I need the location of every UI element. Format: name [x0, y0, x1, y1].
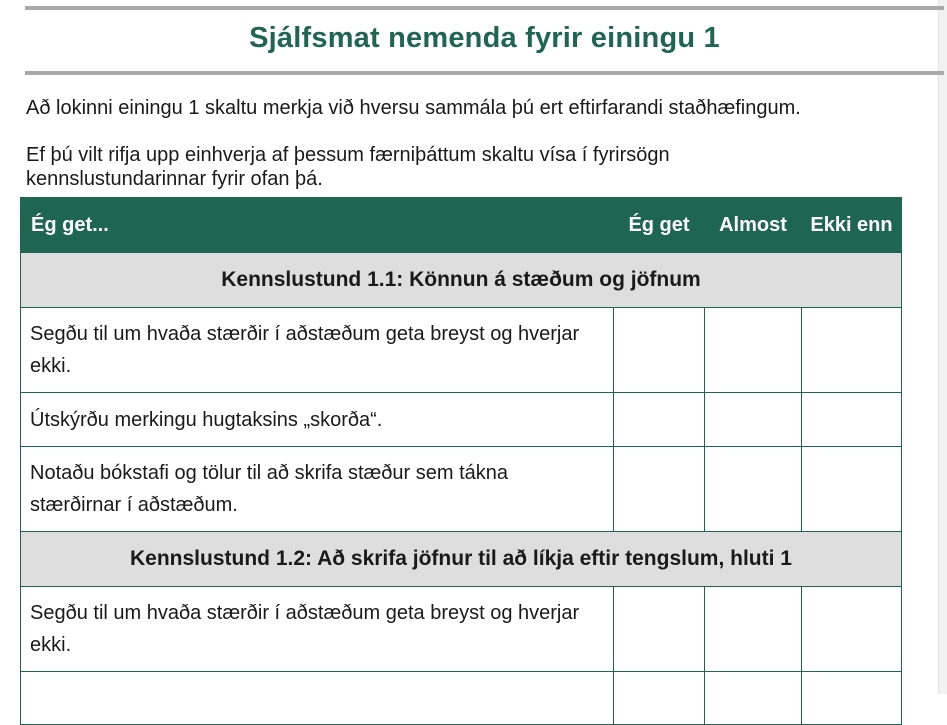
- skill-cell: Segðu til um hvaða stærðir í aðstæðum geta breyst og hverjar ekki.: [21, 308, 614, 393]
- page-title: Sjálfsmat nemenda fyrir einingu 1: [249, 22, 720, 54]
- section-title: Kennslustund 1.2: Að skrifa jöfnur til að líkja eftir tengslum, hluti 1: [21, 532, 902, 587]
- check-cell-not-yet[interactable]: [802, 447, 902, 532]
- intro-text: Að lokinni einingu 1 skaltu merkja við hversu sammála þú ert eftirfarandi staðhæfingum.: [26, 97, 801, 119]
- check-cell-almost[interactable]: [705, 672, 802, 725]
- page-edge: [938, 0, 947, 694]
- skill-cell: Segðu til um hvaða stærðir í aðstæðum geta breyst og hverjar ekki.: [21, 587, 614, 672]
- check-cell-i-can[interactable]: [614, 447, 705, 532]
- self-assessment-table: [20, 197, 902, 725]
- table-row: [21, 587, 902, 672]
- header-i-can: Ég get: [614, 198, 705, 253]
- table-row: [21, 308, 902, 393]
- title-rule-top: [25, 6, 944, 10]
- check-cell-almost[interactable]: [705, 447, 802, 532]
- skill-cell: Útskýrðu merkingu hugtaksins „skorða“.: [21, 393, 614, 447]
- table-row: [21, 393, 902, 447]
- intro-text-2: Ef þú vilt rifja upp einhverja af þessum færniþáttum skaltu vísa í fyrirsögn kennslustundarinnar fyrir ofan þá.: [26, 144, 670, 190]
- check-cell-i-can[interactable]: [614, 672, 705, 725]
- check-cell-i-can[interactable]: [614, 308, 705, 393]
- skill-cell: [21, 672, 614, 725]
- check-cell-i-can[interactable]: [614, 393, 705, 447]
- check-cell-almost[interactable]: [705, 308, 802, 393]
- header-not-yet: Ekki enn: [802, 198, 902, 253]
- check-cell-not-yet[interactable]: [802, 308, 902, 393]
- check-cell-almost[interactable]: [705, 393, 802, 447]
- check-cell-not-yet[interactable]: [802, 587, 902, 672]
- table-header-row: [21, 198, 902, 253]
- table-row: [21, 447, 902, 532]
- header-skill: Ég get...: [21, 198, 614, 253]
- section-title: Kennslustund 1.1: Könnun á stæðum og jöfnum: [21, 253, 902, 308]
- table-row: [21, 672, 902, 725]
- section-row: [21, 253, 902, 308]
- title-rule-bottom: [25, 71, 944, 75]
- check-cell-i-can[interactable]: [614, 587, 705, 672]
- header-almost: Almost: [705, 198, 802, 253]
- skill-cell: Notaðu bókstafi og tölur til að skrifa stæður sem tákna stærðirnar í aðstæðum.: [21, 447, 614, 532]
- check-cell-not-yet[interactable]: [802, 393, 902, 447]
- section-row: [21, 532, 902, 587]
- check-cell-almost[interactable]: [705, 587, 802, 672]
- check-cell-not-yet[interactable]: [802, 672, 902, 725]
